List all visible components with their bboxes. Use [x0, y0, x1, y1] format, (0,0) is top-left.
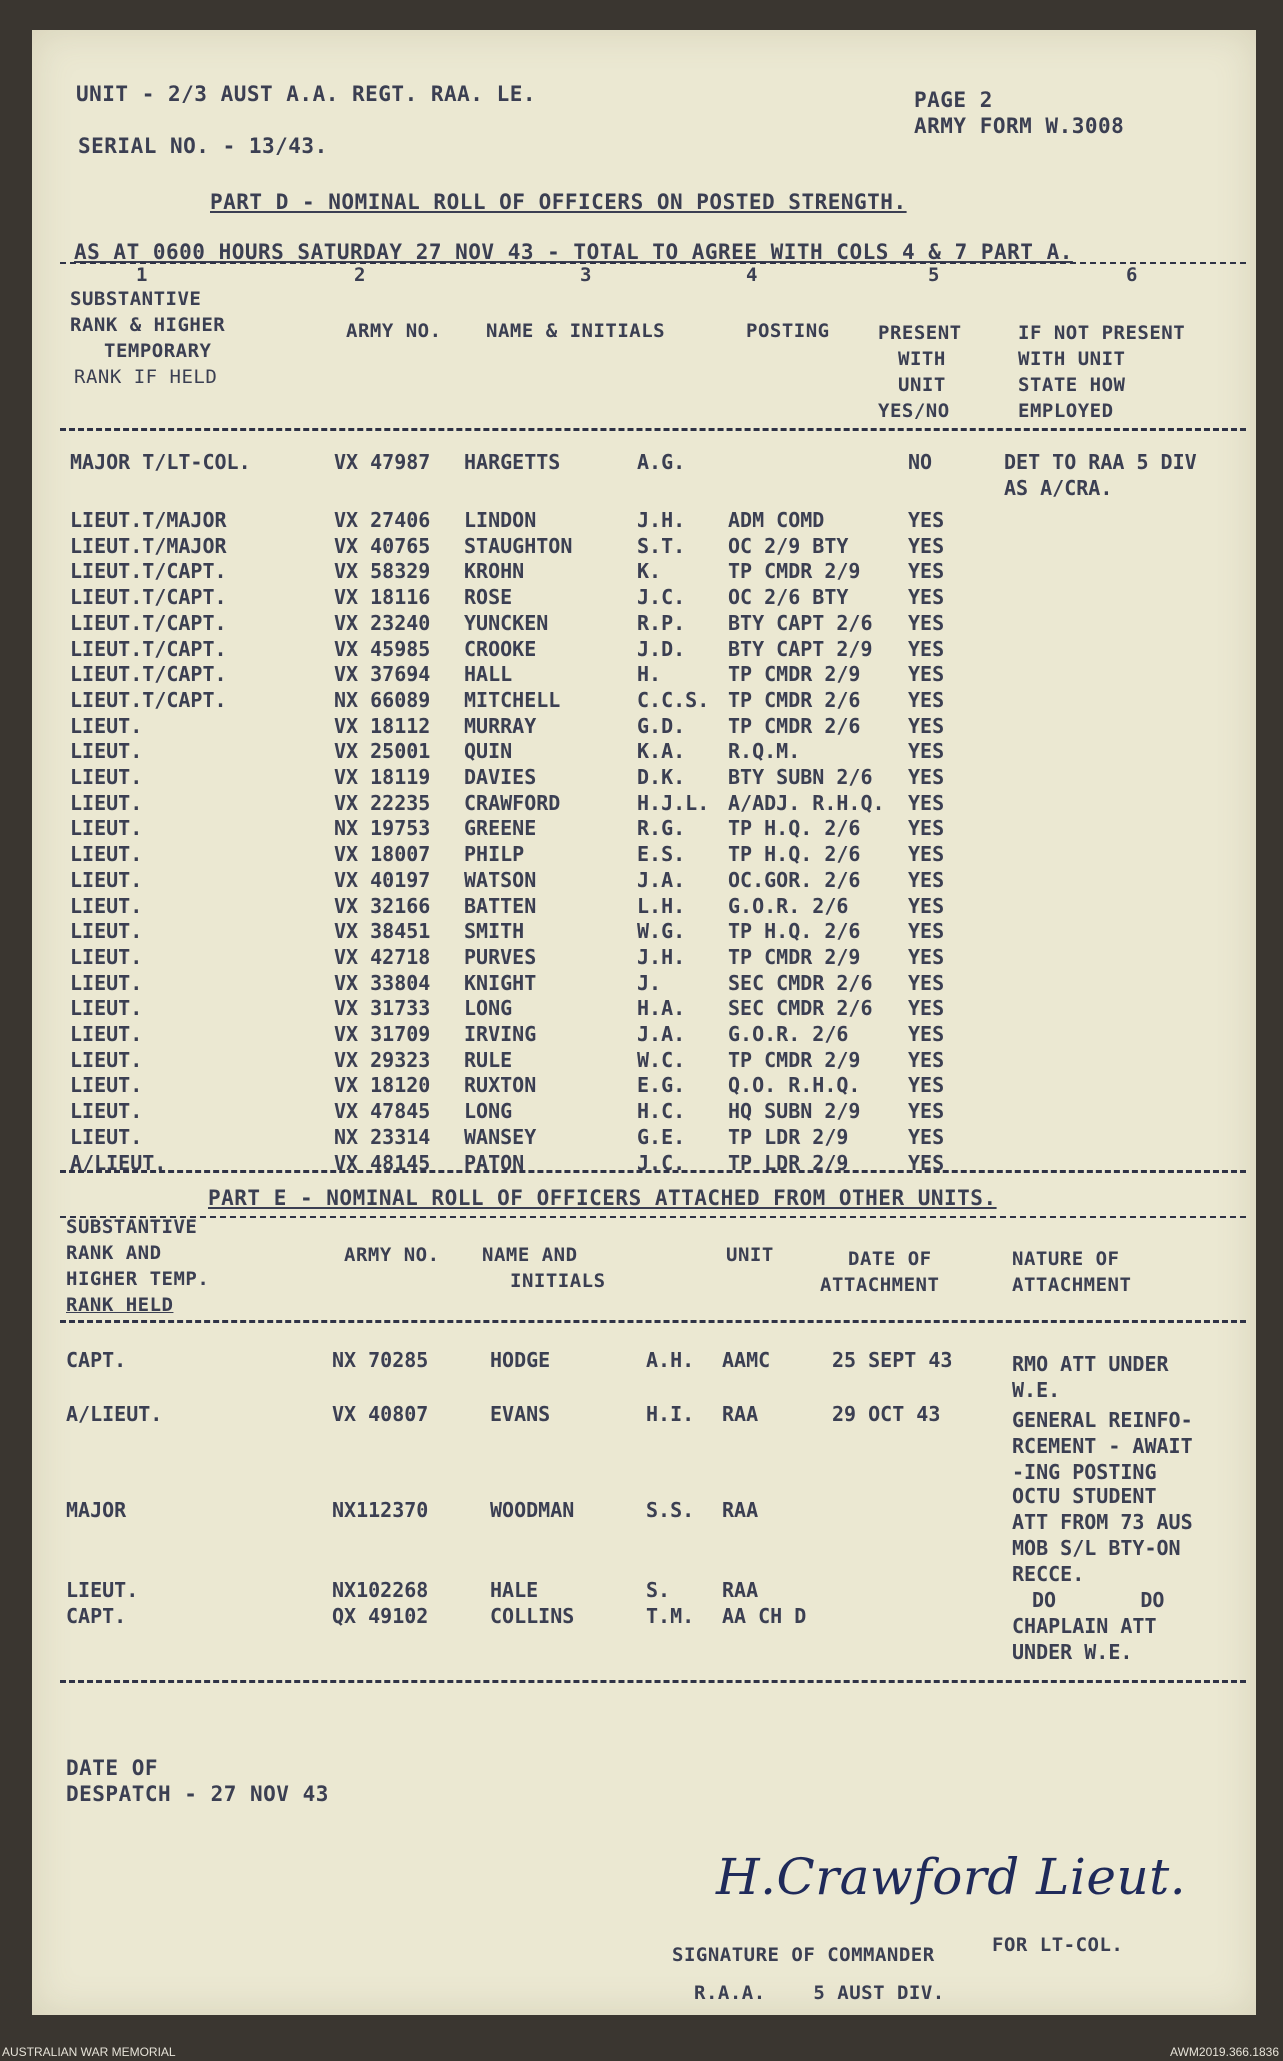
cell-army-no: VX 40765	[334, 533, 431, 558]
cell-army-no: VX 48145	[334, 1150, 431, 1175]
cell-posting: G.O.R. 2/6	[728, 893, 849, 918]
divider	[60, 262, 1246, 264]
divider	[60, 1216, 1246, 1218]
table-row	[32, 637, 1256, 663]
cell-nature: OCTU STUDENT	[1012, 1484, 1157, 1508]
cell-posting: TP H.Q. 2/6	[728, 842, 861, 867]
cell-initials: W.C.	[637, 1047, 686, 1072]
cell-posting: OC 2/9 BTY	[728, 533, 849, 558]
cell-name: LONG	[464, 996, 513, 1021]
table-row	[32, 662, 1256, 688]
cell-rank: LIEUT.	[70, 739, 143, 764]
part-d-as-at: AS AT 0600 HOURS SATURDAY 27 NOV 43 - TOTAL TO AGREE WITH COLS 4 & 7 PART A.	[74, 240, 1073, 264]
table-row	[32, 1022, 1256, 1048]
cell-army-no: VX 45985	[334, 636, 431, 661]
cell-rank: MAJOR T/LT-COL.	[70, 450, 251, 474]
cell-nature: GENERAL REINFO-	[1012, 1408, 1193, 1432]
cell-rank: LIEUT.T/CAPT.	[70, 687, 227, 712]
cell-army-no: VX 38451	[334, 919, 431, 944]
cell-army-no: VX 47987	[334, 450, 431, 474]
cell-present: YES	[908, 867, 945, 892]
cell-rank: LIEUT.	[70, 1047, 143, 1072]
cell-present: YES	[908, 1099, 945, 1124]
raa-division-label: R.A.A. 5 AUST DIV.	[694, 1982, 945, 2004]
cell-rank: LIEUT.	[70, 893, 143, 918]
cell-nature: W.E.	[1012, 1378, 1061, 1402]
cell-rank: LIEUT.T/MAJOR	[70, 533, 227, 558]
table-row	[32, 508, 1256, 534]
cell-army-no: VX 25001	[334, 739, 431, 764]
cell-posting: ADM COMD	[728, 508, 825, 532]
cell-posting: HQ SUBN 2/9	[728, 1099, 861, 1124]
cell-name: RUXTON	[464, 1073, 537, 1098]
table-row	[32, 996, 1256, 1022]
cell-present: YES	[908, 816, 945, 841]
header-present: WITH	[898, 348, 946, 370]
cell-initials: K.	[637, 559, 662, 584]
cell-name: SMITH	[464, 919, 525, 944]
cell-rank: LIEUT.T/CAPT.	[70, 559, 227, 584]
cell-name: WANSEY	[464, 1124, 537, 1149]
cell-present: YES	[908, 559, 945, 584]
header-name: INITIALS	[510, 1270, 606, 1292]
serial-number: SERIAL NO. - 13/43.	[78, 134, 328, 158]
cell-initials: J.A.	[637, 1022, 686, 1046]
cell-posting: SEC CMDR 2/6	[728, 996, 873, 1021]
cell-name: QUIN	[464, 739, 513, 764]
cell-rank: MAJOR	[66, 1498, 127, 1522]
cell-name: PATON	[464, 1150, 525, 1175]
cell-present: YES	[908, 739, 945, 764]
table-row	[32, 816, 1256, 842]
cell-unit: RAA	[722, 1578, 759, 1602]
cell-name: WATSON	[464, 867, 537, 892]
cell-army-no: VX 58329	[334, 559, 431, 584]
for-lt-col-label: FOR LT-COL.	[992, 1934, 1124, 1956]
cell-name: IRVING	[464, 1022, 537, 1046]
cell-posting: BTY CAPT 2/6	[728, 610, 873, 635]
col-number: 4	[746, 264, 758, 286]
col-number: 2	[354, 264, 366, 286]
col-number: 6	[1126, 264, 1138, 286]
cell-initials: R.G.	[637, 816, 686, 841]
divider	[60, 1170, 1246, 1173]
cell-nature: UNDER W.E.	[1012, 1640, 1133, 1664]
cell-present: YES	[908, 842, 945, 867]
header-posting: POSTING	[746, 320, 830, 342]
cell-present: YES	[908, 1047, 945, 1072]
cell-initials: H.J.L.	[637, 790, 710, 815]
cell-name: HARGETTS	[464, 450, 561, 474]
cell-rank: CAPT.	[66, 1604, 127, 1628]
cell-rank: LIEUT.T/CAPT.	[70, 610, 227, 635]
cell-present: NO	[908, 450, 933, 474]
table-row	[32, 450, 1256, 476]
part-e-title: PART E - NOMINAL ROLL OF OFFICERS ATTACHED FROM OTHER UNITS.	[208, 1186, 997, 1210]
cell-present: YES	[908, 636, 945, 661]
cell-initials: T.M.	[646, 1604, 695, 1628]
header-name: NAME & INITIALS	[486, 320, 666, 342]
cell-posting: OC 2/6 BTY	[728, 585, 849, 610]
cell-name: HALE	[490, 1578, 539, 1602]
cell-initials: S.S.	[646, 1498, 695, 1522]
cell-rank: LIEUT.T/CAPT.	[70, 662, 227, 687]
header-note: WITH UNIT	[1018, 348, 1126, 370]
cell-army-no: VX 23240	[334, 610, 431, 635]
header-rank: RANK IF HELD	[74, 366, 218, 388]
cell-rank: LIEUT.	[70, 1099, 143, 1124]
cell-initials: S.	[646, 1578, 671, 1602]
cell-posting: TP H.Q. 2/6	[728, 816, 861, 841]
table-row	[32, 842, 1256, 868]
cell-initials: G.D.	[637, 713, 686, 738]
cell-initials: W.G.	[637, 919, 686, 944]
cell-rank: LIEUT.	[70, 996, 143, 1021]
cell-army-no: QX 49102	[332, 1604, 429, 1628]
header-rank: RANK & HIGHER	[70, 314, 226, 336]
table-row	[32, 1402, 1256, 1484]
cell-initials: H.	[637, 662, 662, 687]
table-row	[32, 585, 1256, 611]
cell-army-no: VX 18112	[334, 713, 431, 738]
header-date: DATE OF	[848, 1248, 932, 1270]
cell-rank: LIEUT.	[70, 713, 143, 738]
cell-rank: A/LIEUT.	[66, 1402, 163, 1426]
cell-name: MURRAY	[464, 713, 537, 738]
cell-present: YES	[908, 765, 945, 789]
cell-posting: OC.GOR. 2/6	[728, 867, 861, 892]
cell-rank: LIEUT.	[70, 1073, 143, 1098]
cell-rank: CAPT.	[66, 1348, 127, 1372]
cell-army-no: VX 18120	[334, 1073, 431, 1098]
header-note: STATE HOW	[1018, 374, 1126, 396]
header-rank: TEMPORARY	[104, 340, 212, 362]
header-army-no: ARMY NO.	[346, 320, 442, 342]
footer-left: AUSTRALIAN WAR MEMORIAL	[2, 2045, 176, 2059]
cell-rank: LIEUT.T/MAJOR	[70, 508, 227, 532]
cell-nature: -ING POSTING	[1012, 1460, 1157, 1484]
cell-present: YES	[908, 610, 945, 635]
cell-army-no: NX 23314	[334, 1124, 431, 1149]
header-rank: RANK AND	[66, 1242, 162, 1264]
cell-present: YES	[908, 790, 945, 815]
cell-name: EVANS	[490, 1402, 551, 1426]
cell-name: MITCHELL	[464, 687, 561, 712]
cell-initials: J.H.	[637, 944, 686, 969]
cell-present: YES	[908, 970, 945, 995]
cell-initials: A.H.	[646, 1348, 695, 1372]
cell-present: YES	[908, 1022, 945, 1046]
cell-rank: LIEUT.	[70, 1124, 143, 1149]
cell-date: 25 SEPT 43	[832, 1348, 953, 1372]
table-row	[32, 765, 1256, 791]
cell-initials: S.T.	[637, 533, 686, 558]
table-row	[32, 945, 1256, 971]
cell-present: YES	[908, 893, 945, 918]
header-nature: NATURE OF	[1012, 1248, 1120, 1270]
cell-initials: A.G.	[637, 450, 686, 474]
cell-nature: MOB S/L BTY-ON	[1012, 1536, 1181, 1560]
cell-present: YES	[908, 533, 945, 558]
table-row	[32, 1604, 1256, 1664]
cell-army-no: VX 27406	[334, 508, 431, 532]
header-note: EMPLOYED	[1018, 400, 1114, 422]
cell-nature: RMO ATT UNDER	[1012, 1352, 1169, 1376]
part-d-title: PART D - NOMINAL ROLL OF OFFICERS ON POSTED STRENGTH.	[210, 190, 907, 214]
table-row	[32, 1125, 1256, 1151]
cell-name: COLLINS	[490, 1604, 575, 1628]
unit-heading: UNIT - 2/3 AUST A.A. REGT. RAA. LE.	[76, 82, 537, 106]
cell-initials: G.E.	[637, 1124, 686, 1149]
cell-name: GREENE	[464, 816, 537, 841]
cell-posting: TP LDR 2/9	[728, 1150, 849, 1175]
cell-army-no: VX 40807	[332, 1402, 429, 1426]
cell-rank: LIEUT.	[70, 842, 143, 867]
cell-posting: SEC CMDR 2/6	[728, 970, 873, 995]
table-row	[32, 1048, 1256, 1074]
cell-army-no: NX 70285	[332, 1348, 429, 1372]
col-number: 3	[580, 264, 592, 286]
cell-rank: LIEUT.	[70, 919, 143, 944]
cell-name: STAUGHTON	[464, 533, 573, 558]
cell-note: AS A/CRA.	[1004, 476, 1113, 500]
cell-present: YES	[908, 944, 945, 969]
header-rank: SUBSTANTIVE	[70, 288, 202, 310]
cell-rank: LIEUT.	[70, 816, 143, 841]
cell-rank: LIEUT.	[70, 765, 143, 789]
cell-posting: TP CMDR 2/9	[728, 559, 861, 584]
cell-nature: ATT FROM 73 AUS	[1012, 1510, 1193, 1534]
cell-initials: J.A.	[637, 867, 686, 892]
header-rank: RANK HELD	[66, 1294, 174, 1316]
table-row	[32, 714, 1256, 740]
cell-initials: H.I.	[646, 1402, 695, 1426]
despatch-label: DATE OF	[66, 1756, 159, 1780]
cell-date: 29 OCT 43	[832, 1402, 941, 1426]
header-army-no: ARMY NO.	[344, 1244, 440, 1266]
cell-note: DET TO RAA 5 DIV	[1004, 450, 1197, 474]
cell-rank: LIEUT.T/CAPT.	[70, 585, 227, 610]
cell-posting: G.O.R. 2/6	[728, 1022, 849, 1046]
table-row	[32, 688, 1256, 714]
cell-name: KNIGHT	[464, 970, 537, 995]
cell-initials: H.C.	[637, 1099, 686, 1124]
cell-name: RULE	[464, 1047, 513, 1072]
document-page	[32, 30, 1256, 2015]
table-row	[32, 534, 1256, 560]
cell-initials: J.D.	[637, 636, 686, 661]
cell-present: YES	[908, 1124, 945, 1149]
cell-rank: LIEUT.	[70, 1022, 143, 1046]
table-row	[32, 894, 1256, 920]
page-number: PAGE 2	[914, 88, 993, 112]
cell-unit: AA CH D	[722, 1604, 807, 1628]
table-row	[32, 739, 1256, 765]
cell-unit: RAA	[722, 1498, 759, 1522]
cell-posting: TP H.Q. 2/6	[728, 919, 861, 944]
cell-present: YES	[908, 1150, 945, 1175]
cell-posting: BTY SUBN 2/6	[728, 765, 873, 789]
handwritten-signature: H.Crawford Lieut.	[716, 1848, 1187, 1906]
cell-present: YES	[908, 662, 945, 687]
cell-army-no: VX 42718	[334, 944, 431, 969]
cell-name: PHILP	[464, 842, 525, 867]
col-number: 1	[136, 264, 148, 286]
cell-army-no: VX 18007	[334, 842, 431, 867]
cell-army-no: NX102268	[332, 1578, 429, 1602]
cell-initials: J.	[637, 970, 662, 995]
header-present: PRESENT	[878, 322, 962, 344]
cell-name: KROHN	[464, 559, 525, 584]
header-unit: UNIT	[726, 1244, 774, 1266]
cell-name: WOODMAN	[490, 1498, 575, 1522]
cell-army-no: VX 31733	[334, 996, 431, 1021]
divider	[60, 1320, 1246, 1323]
cell-initials: R.P.	[637, 610, 686, 635]
header-rank: SUBSTANTIVE	[66, 1216, 198, 1238]
cell-army-no: VX 29323	[334, 1047, 431, 1072]
cell-army-no: VX 32166	[334, 893, 431, 918]
cell-army-no: VX 18119	[334, 765, 431, 789]
cell-posting: TP CMDR 2/9	[728, 662, 861, 687]
cell-army-no: VX 37694	[334, 662, 431, 687]
table-row	[32, 971, 1256, 997]
cell-initials: C.C.S.	[637, 687, 710, 712]
cell-rank: LIEUT.	[66, 1578, 139, 1602]
header-name: NAME AND	[482, 1244, 578, 1266]
cell-initials: L.H.	[637, 893, 686, 918]
cell-rank: LIEUT.	[70, 867, 143, 892]
cell-rank: A/LIEUT.	[70, 1150, 167, 1175]
header-rank: HIGHER TEMP.	[66, 1268, 210, 1290]
cell-army-no: VX 18116	[334, 585, 431, 610]
cell-nature: RCEMENT - AWAIT	[1012, 1434, 1193, 1458]
cell-posting: TP LDR 2/9	[728, 1124, 849, 1149]
cell-army-no: VX 33804	[334, 970, 431, 995]
divider	[60, 428, 1246, 431]
cell-rank: LIEUT.	[70, 970, 143, 995]
cell-present: YES	[908, 508, 945, 532]
cell-name: HALL	[464, 662, 513, 687]
cell-initials: J.C.	[637, 1150, 686, 1175]
cell-name: CRAWFORD	[464, 790, 561, 815]
cell-nature: RECCE.	[1012, 1562, 1085, 1586]
cell-posting: R.Q.M.	[728, 739, 801, 764]
cell-posting: TP CMDR 2/6	[728, 687, 861, 712]
table-row	[32, 1073, 1256, 1099]
cell-army-no: NX112370	[332, 1498, 429, 1522]
cell-initials: D.K.	[637, 765, 686, 789]
cell-name: HODGE	[490, 1348, 551, 1372]
cell-army-no: VX 31709	[334, 1022, 431, 1046]
cell-army-no: VX 47845	[334, 1099, 431, 1124]
cell-posting: A/ADJ. R.H.Q.	[728, 790, 885, 815]
header-note: IF NOT PRESENT	[1018, 322, 1186, 344]
cell-rank: LIEUT.	[70, 944, 143, 969]
cell-name: BATTEN	[464, 893, 537, 918]
table-row	[32, 1348, 1256, 1402]
cell-name: LONG	[464, 1099, 513, 1124]
cell-posting: TP CMDR 2/9	[728, 944, 861, 969]
cell-initials: J.H.	[637, 508, 686, 532]
cell-name: DAVIES	[464, 765, 537, 789]
divider	[60, 1680, 1246, 1683]
cell-name: YUNCKEN	[464, 610, 549, 635]
cell-posting: TP CMDR 2/9	[728, 1047, 861, 1072]
cell-present: YES	[908, 687, 945, 712]
cell-nature: DO DO	[1032, 1588, 1165, 1612]
cell-army-no: NX 19753	[334, 816, 431, 841]
signature-label: SIGNATURE OF COMMANDER	[672, 1944, 935, 1966]
cell-army-no: NX 66089	[334, 687, 431, 712]
cell-name: CROOKE	[464, 636, 537, 661]
cell-rank: LIEUT.	[70, 790, 143, 815]
cell-present: YES	[908, 996, 945, 1021]
cell-initials: H.A.	[637, 996, 686, 1021]
header-date: ATTACHMENT	[820, 1274, 940, 1296]
table-row	[32, 1578, 1256, 1612]
cell-present: YES	[908, 1073, 945, 1098]
cell-name: ROSE	[464, 585, 513, 610]
cell-army-no: VX 40197	[334, 867, 431, 892]
table-row	[32, 611, 1256, 637]
header-present: YES/NO	[878, 400, 950, 422]
cell-present: YES	[908, 585, 945, 610]
cell-unit: AAMC	[722, 1348, 771, 1372]
cell-rank: LIEUT.T/CAPT.	[70, 636, 227, 661]
cell-nature: CHAPLAIN ATT	[1012, 1614, 1157, 1638]
header-nature: ATTACHMENT	[1012, 1274, 1132, 1296]
table-row	[32, 1099, 1256, 1125]
cell-posting: TP CMDR 2/6	[728, 713, 861, 738]
cell-army-no: VX 22235	[334, 790, 431, 815]
despatch-date: DESPATCH - 27 NOV 43	[66, 1782, 329, 1806]
cell-name: LINDON	[464, 508, 537, 532]
cell-present: YES	[908, 713, 945, 738]
cell-initials: K.A.	[637, 739, 686, 764]
table-row	[32, 868, 1256, 894]
table-row	[32, 1484, 1256, 1586]
cell-unit: RAA	[722, 1402, 759, 1426]
cell-present: YES	[908, 919, 945, 944]
army-form-number: ARMY FORM W.3008	[914, 114, 1125, 138]
cell-initials: E.G.	[637, 1073, 686, 1098]
table-row	[32, 791, 1256, 817]
header-present: UNIT	[898, 374, 946, 396]
cell-initials: J.C.	[637, 585, 686, 610]
col-number: 5	[928, 264, 940, 286]
cell-posting: BTY CAPT 2/9	[728, 636, 873, 661]
table-row	[32, 476, 1256, 502]
footer-right: AWM2019.366.1836	[1170, 2045, 1279, 2059]
cell-initials: E.S.	[637, 842, 686, 867]
cell-posting: Q.O. R.H.Q.	[728, 1073, 861, 1098]
table-row	[32, 559, 1256, 585]
table-row	[32, 919, 1256, 945]
cell-name: PURVES	[464, 944, 537, 969]
